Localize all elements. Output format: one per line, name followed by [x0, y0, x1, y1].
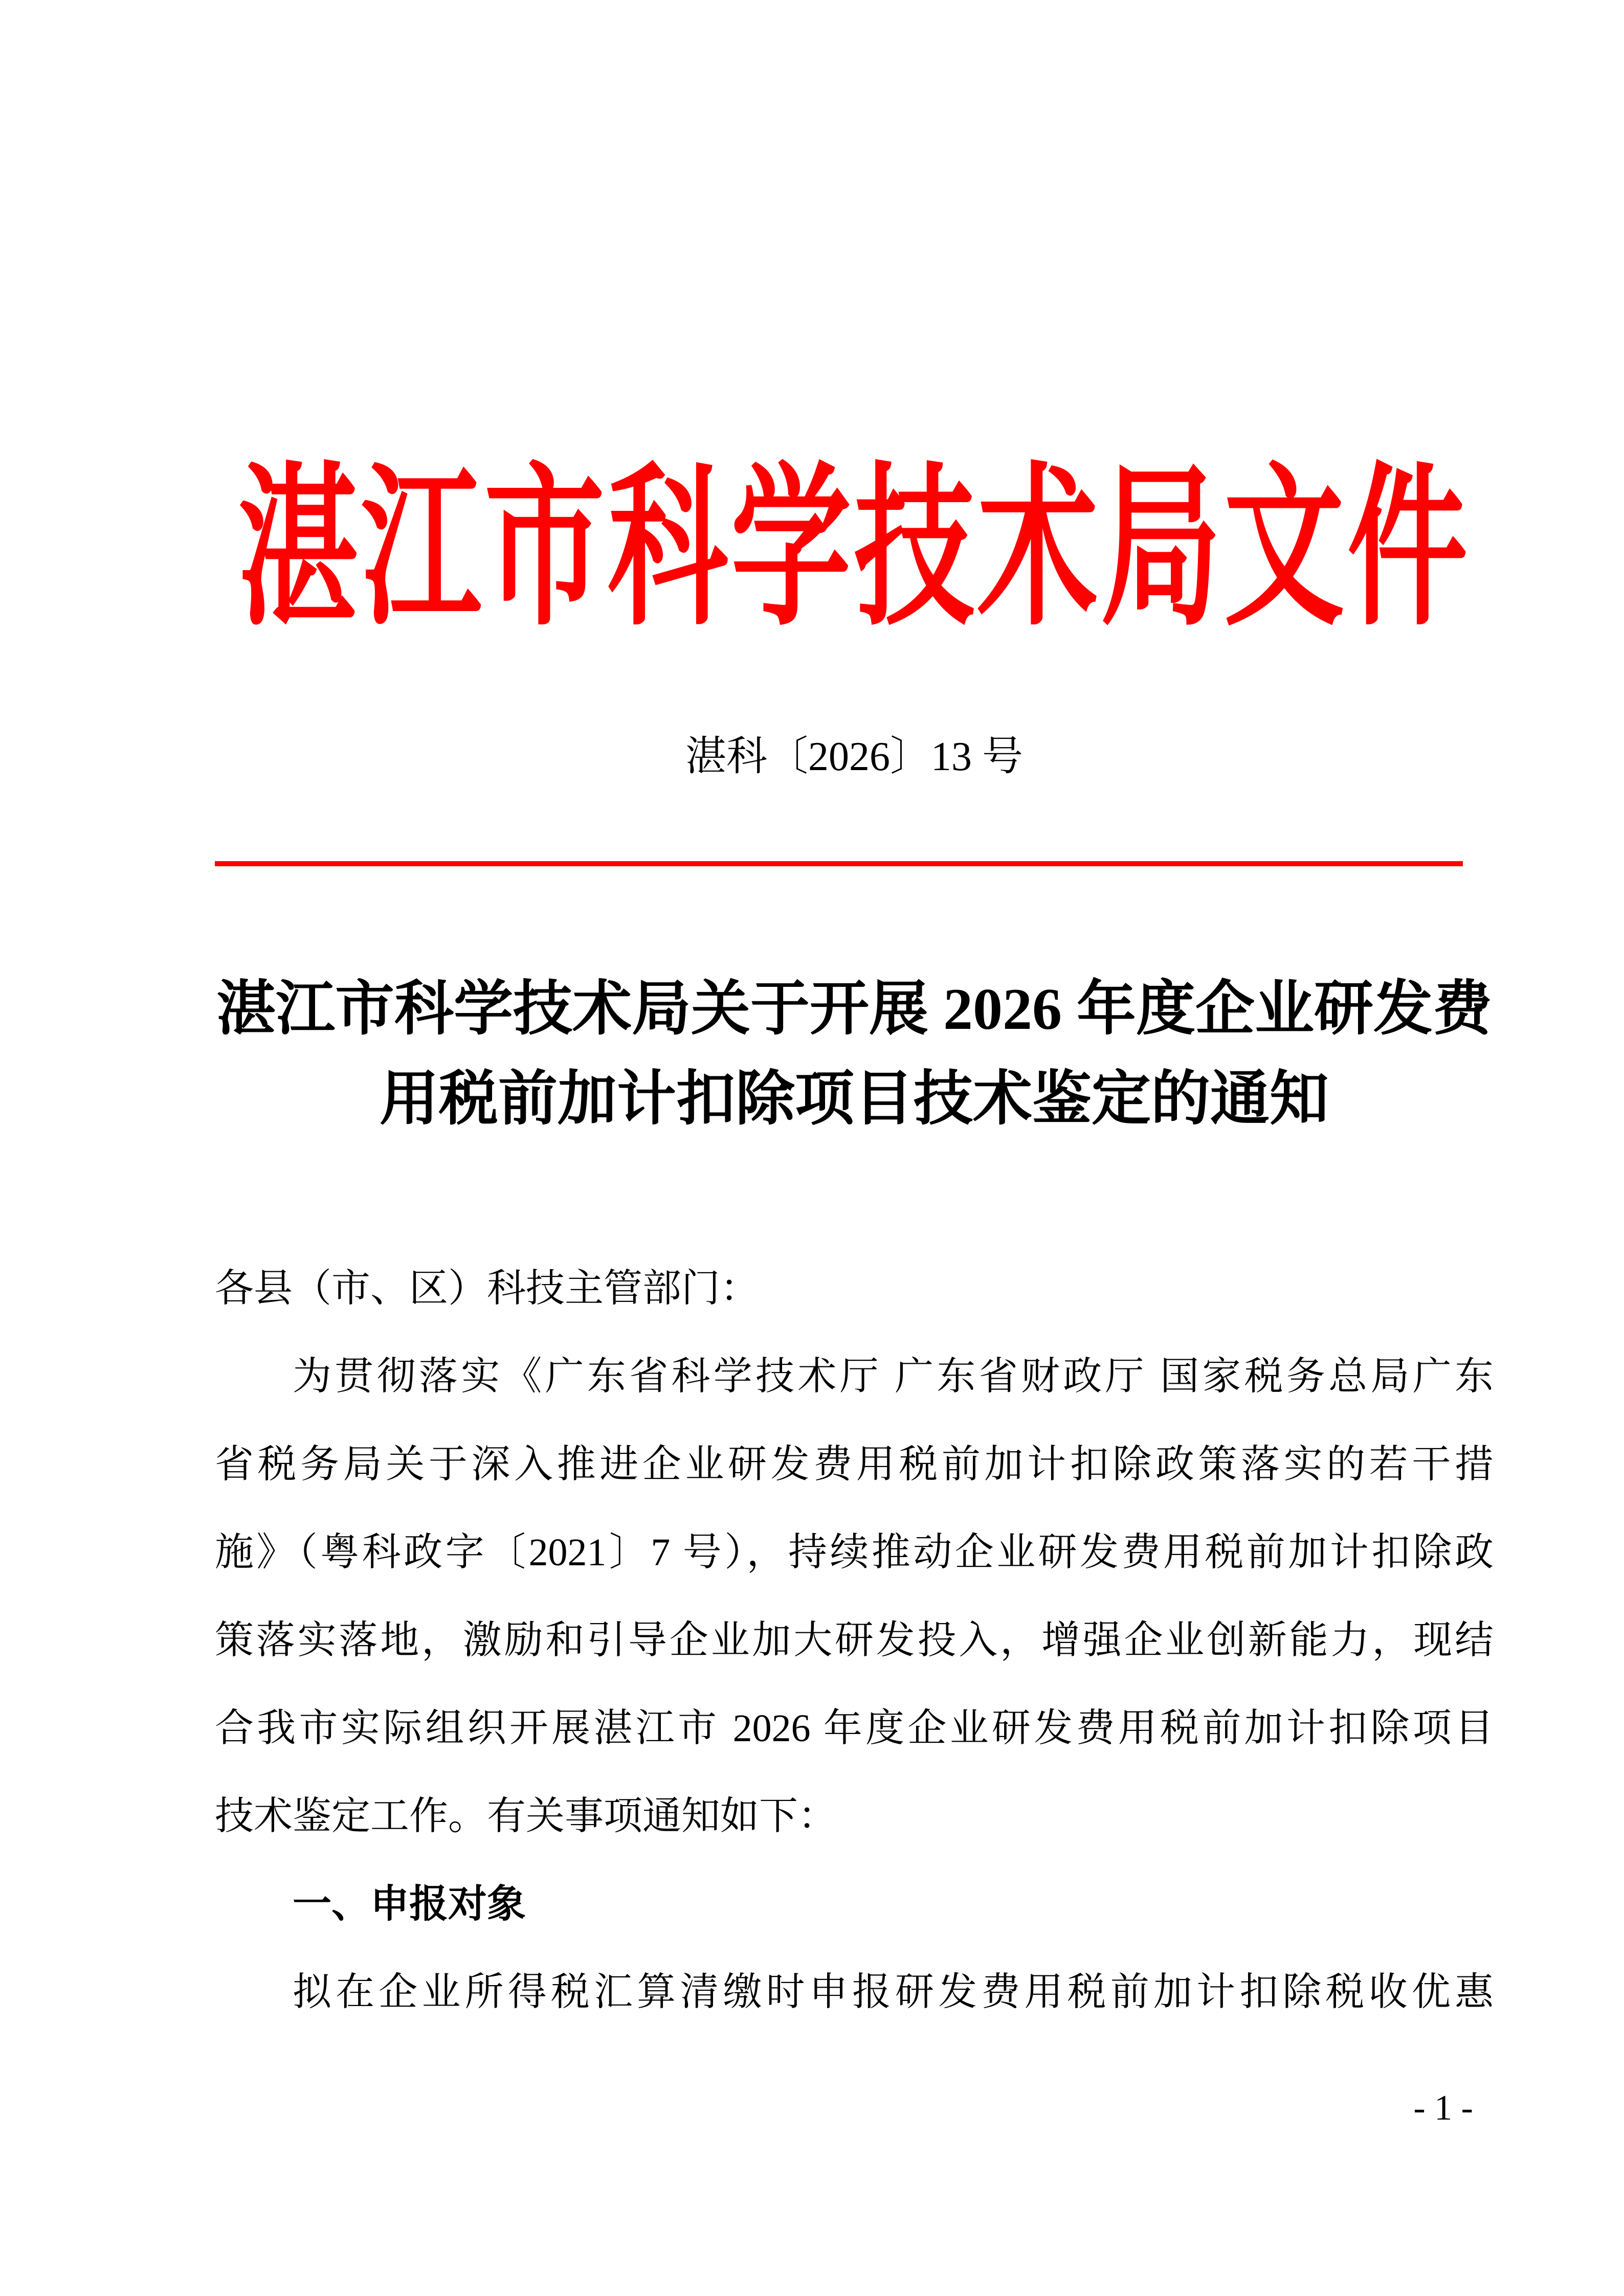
salutation-line: 各县（市、区）科技主管部门：	[215, 1267, 759, 1310]
page-number: - 1 -	[1413, 2088, 1473, 2128]
red-divider-rule	[215, 861, 1463, 866]
paragraph1-line3: 施》（粤科政字〔2021〕7 号），持续推动企业研发费用税前加计扣除政	[215, 1531, 1494, 1574]
document-title-line1: 湛江市科学技术局关于开展 2026 年度企业研发费	[216, 977, 1492, 1042]
paragraph1-line4: 策落实落地，激励和引导企业加大研发投入，增强企业创新能力，现结	[215, 1619, 1494, 1662]
paragraph2-line1: 拟在企业所得税汇算清缴时申报研发费用税前加计扣除税收优惠	[293, 1971, 1494, 2014]
paragraph1-line5: 合我市实际组织开展湛江市 2026 年度企业研发费用税前加计扣除项目	[215, 1707, 1494, 1750]
section1-heading: 一、申报对象	[293, 1882, 526, 1926]
agency-masthead	[215, 450, 1494, 649]
doc-number: 湛科〔2026〕13 号	[685, 734, 1023, 779]
document-title-line2: 用税前加计扣除项目技术鉴定的通知	[380, 1067, 1329, 1132]
document-body	[215, 1245, 1494, 2036]
agency-masthead-text: 湛江市科学技术局文件	[238, 453, 1471, 646]
paragraph1-line2: 省税务局关于深入推进企业研发费用税前加计扣除政策落实的若干措	[215, 1443, 1494, 1486]
paragraph1-line1: 为贯彻落实《广东省科学技术厅 广东省财政厅 国家税务总局广东	[293, 1355, 1494, 1398]
paragraph1-line6: 技术鉴定工作。有关事项通知如下：	[215, 1795, 837, 1838]
document-title	[215, 964, 1494, 1144]
